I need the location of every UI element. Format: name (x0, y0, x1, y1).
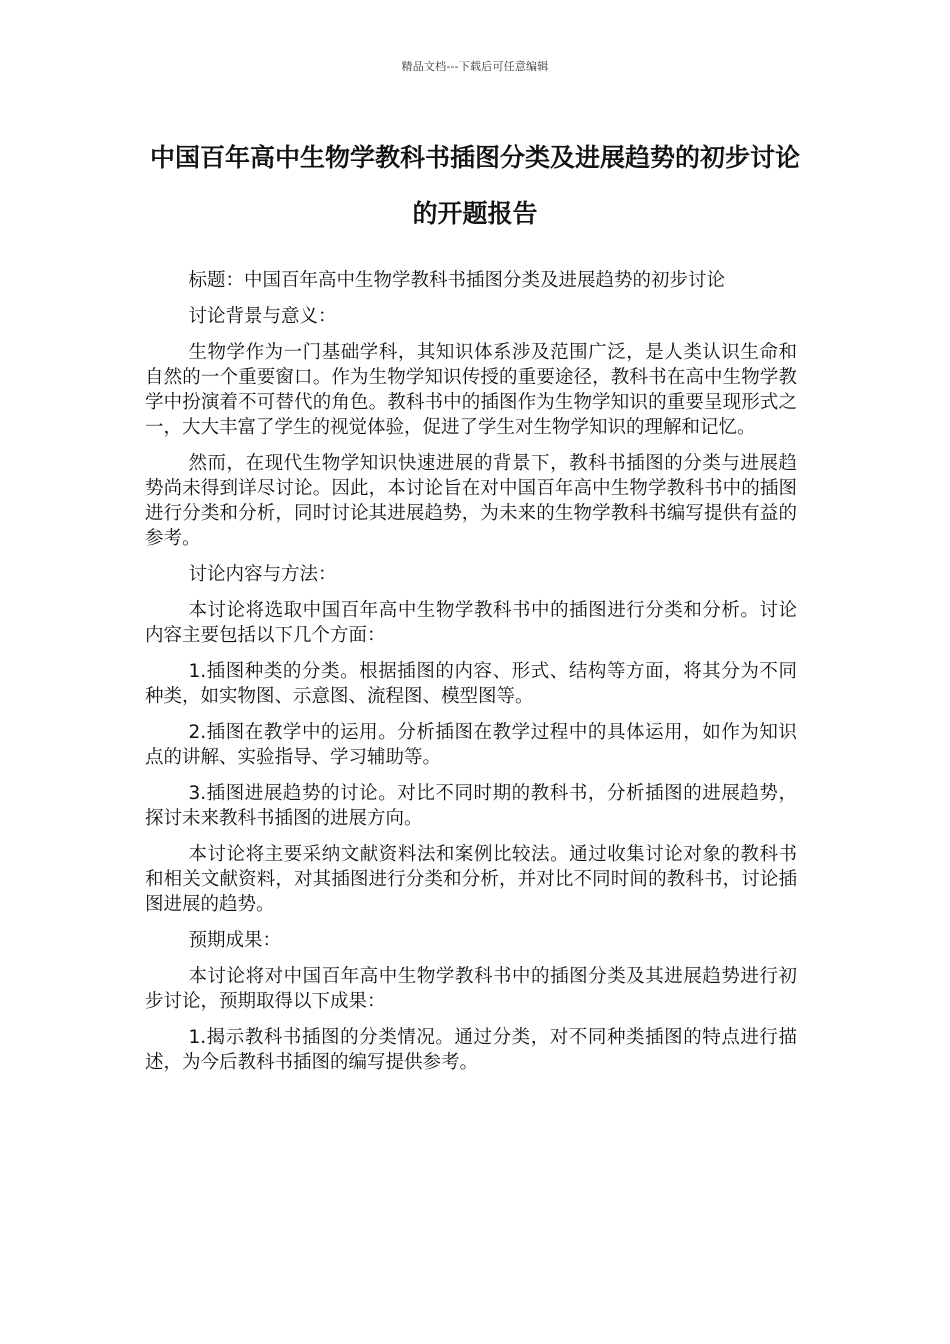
page-header: 精品文档---下载后可任意编辑 (401, 60, 549, 73)
list-item-classification: 1.插图种类的分类。根据插图的内容、形式、结构等方面，将其分为不同种类，如实物图、示意图、流程图、模型图等。 (145, 661, 797, 707)
list-item-expected-result-1: 1.揭示教科书插图的分类情况。通过分类，对不同种类插图的特点进行描述，为今后教科书插图的编写提供参考。 (145, 1027, 797, 1073)
section-heading-background: 讨论背景与意义： (188, 306, 337, 327)
list-item-teaching-use: 2.插图在教学中的运用。分析插图在教学过程中的具体运用，如作为知识点的讲解、实验指导、学习辅助等。 (145, 722, 797, 768)
paragraph-subject: 标题：中国百年高中生物学教科书插图分类及进展趋势的初步讨论 (188, 270, 725, 291)
paragraph-method: 本讨论将主要采纳文献资料法和案例比较法。通过收集讨论对象的教科书和相关文献资料，对其插图进行分类和分析，并对比不同时间的教科书，讨论插图进展的趋势。 (145, 844, 797, 915)
paragraph-content-intro: 本讨论将选取中国百年高中生物学教科书中的插图进行分类和分析。讨论内容主要包括以下几个方面： (145, 600, 797, 646)
document-body (145, 268, 797, 1086)
document-title: 中国百年高中生物学教科书插图分类及进展趋势的初步讨论的开题报告 (149, 143, 800, 228)
section-heading-content-method: 讨论内容与方法： (188, 564, 337, 585)
paragraph-expected-intro: 本讨论将对中国百年高中生物学教科书中的插图分类及其进展趋势进行初步讨论，预期取得以下成果： (145, 966, 797, 1012)
list-item-trend: 3.插图进展趋势的讨论。对比不同时期的教科书，分析插图的进展趋势，探讨未来教科书插图的进展方向。 (145, 783, 797, 829)
section-heading-expected-results: 预期成果： (188, 930, 281, 951)
paragraph-background: 生物学作为一门基础学科，其知识体系涉及范围广泛，是人类认识生命和自然的一个重要窗口。作为生物学知识传授的重要途径，教科书在高中生物学教学中扮演着不可替代的角色。教科书中的插图作为生物学知识的重要呈现形式之一，大大丰富了学生的视觉体验，促进了学生对生物学知识的理解和记忆。 (145, 342, 797, 438)
paragraph-purpose: 然而，在现代生物学知识快速进展的背景下，教科书插图的分类与进展趋势尚未得到详尽讨论。因此，本讨论旨在对中国百年高中生物学教科书中的插图进行分类和分析，同时讨论其进展趋势，为未来的生物学教科书编写提供有益的参考。 (145, 453, 797, 549)
